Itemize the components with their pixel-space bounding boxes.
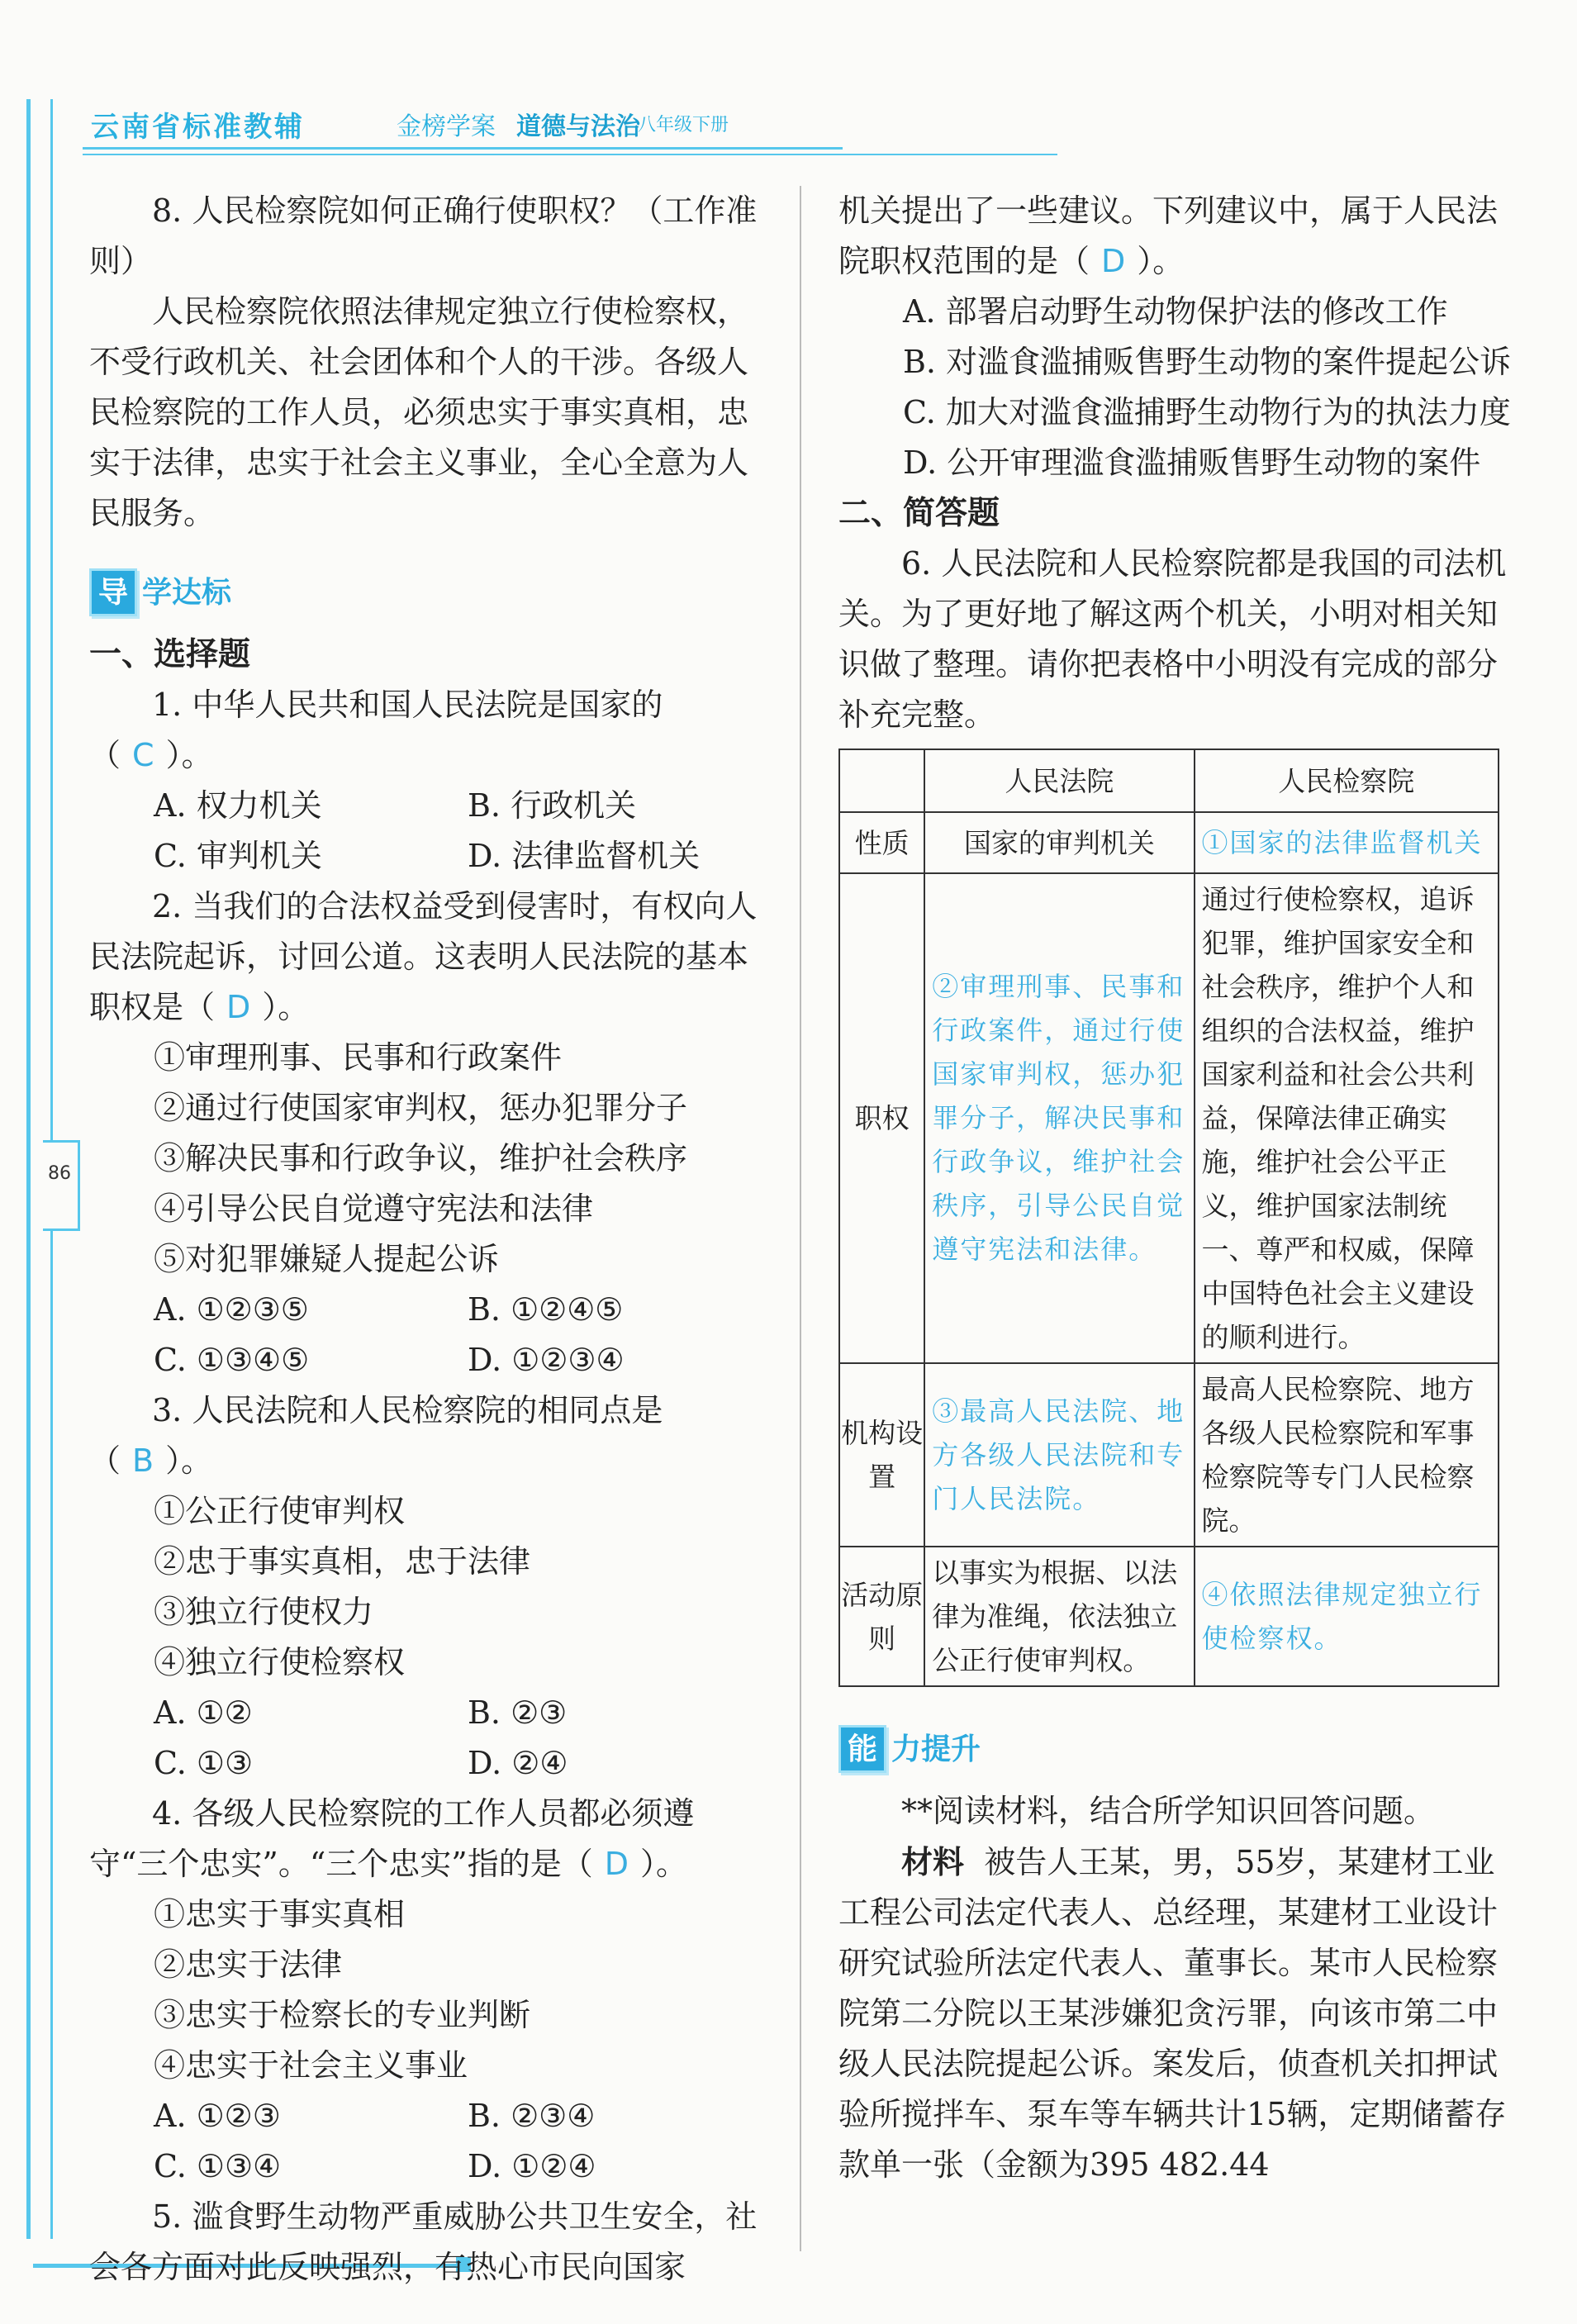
q4-options-cd: C. ①③④ D. ①②④	[154, 2148, 596, 2184]
section-header-nenglitisheng	[838, 1720, 1516, 1778]
q3-item: ③独立行使权力	[154, 1594, 374, 1630]
q4-answer: D	[604, 1846, 629, 1882]
q5-option-d: D. 公开审理滥食滥捕贩售野生动物的案件	[903, 444, 1481, 481]
q4-options-ab: A. ①②③ B. ②③④	[154, 2098, 596, 2134]
q4-item: ③忠实于检察长的专业判断	[154, 1997, 531, 2033]
row-label: 职权	[839, 873, 924, 1363]
q3-stem: 3. 人民法院和人民检察院的相同点是（ B ）。	[89, 1392, 663, 1479]
q2-item: ②通过行使国家审判权，惩办犯罪分子	[154, 1090, 688, 1126]
q3-answer: B	[132, 1442, 154, 1479]
q3-item: ④独立行使检察权	[154, 1644, 406, 1680]
table-header-row	[839, 749, 1499, 812]
grade-label: 八年级下册	[638, 115, 729, 135]
q5-answer: D	[1101, 243, 1126, 279]
q3-options-cd: C. ①③ D. ②④	[154, 1745, 568, 1781]
q8-title: 8. 人民检察院如何正确行使职权？（工作准则）	[89, 192, 758, 279]
q4-item: ④忠实于社会主义事业	[154, 2047, 468, 2084]
q5-option-b: B. 对滥食滥捕贩售野生动物的案件提起公诉	[903, 344, 1512, 380]
subject-title: 道德与法治	[516, 112, 640, 141]
q3-item: ①公正行使审判权	[154, 1493, 406, 1529]
q5-stem-cont: 机关提出了一些建议。下列建议中，属于人民法院职权范围的是（ D ）。	[838, 192, 1499, 279]
section-logo-icon: 能	[838, 1725, 886, 1773]
row-label: 活动原则	[839, 1547, 924, 1686]
q3-options-ab: A. ①② B. ②③	[154, 1694, 568, 1731]
section-header-daxuedabiao	[89, 563, 767, 621]
procuratorate-cell-answer: ①国家的法律监督机关	[1195, 812, 1499, 873]
section-logo-icon: 导	[89, 568, 137, 616]
comparison-table	[838, 749, 1499, 1687]
q4-stem: 4. 各级人民检察院的工作人员都必须遵守“三个忠实”。“三个忠实”指的是（ D ）。	[89, 1795, 695, 1882]
q2-options-ab: A. ①②③⑤ B. ①②④⑤	[154, 1291, 624, 1328]
q1-options-ab: A. 权力机关 B. 行政机关	[154, 787, 637, 824]
q1-stem: 1. 中华人民共和国人民法院是国家的（ C ）。	[89, 687, 663, 773]
q2-item: ①审理刑事、民事和行政案件	[154, 1039, 563, 1076]
section-title: 力提升	[891, 1732, 981, 1766]
court-cell: 国家的审判机关	[924, 812, 1194, 873]
q2-answer: D	[226, 989, 251, 1025]
procuratorate-cell-answer: ④依照法律规定独立行使检察权。	[1195, 1547, 1499, 1686]
table-header-cell	[839, 749, 924, 812]
table-row	[839, 1363, 1499, 1547]
court-cell-answer: ③最高人民法院、地方各级人民法院和专门人民法院。	[924, 1363, 1194, 1547]
q8-answer: 人民检察院依照法律规定独立行使检察权，不受行政机关、社会团体和个人的干涉。各级人民检察院的工作人员，必须忠实于事实真相，忠实于法律，忠实于社会主义事业，全心全意为人民服务。	[89, 293, 749, 531]
left-column	[89, 186, 767, 2293]
procuratorate-cell: 最高人民检察院、地方各级人民检察院和军事检察院等专门人民检察院。	[1195, 1363, 1499, 1547]
q2-item: ⑤对犯罪嫌疑人提起公诉	[154, 1241, 500, 1277]
q5-stem-start: 5. 滥食野生动物严重威胁公共卫生安全，社会各方面对此反映强烈，有热心市民向国家	[89, 2198, 758, 2285]
section-title: 学达标	[142, 575, 232, 610]
q6-stem: 6. 人民法院和人民检察院都是我国的司法机关。为了更好地了解这两个机关，小明对相关知识做了整理。请你把表格中小明没有完成的部分补充完整。	[838, 545, 1507, 733]
q5-option-a: A. 部署启动野生动物保护法的修改工作	[903, 293, 1448, 330]
column-divider	[800, 186, 801, 2251]
table-row	[839, 873, 1499, 1363]
table-header-cell: 人民检察院	[1195, 749, 1499, 812]
table-row	[839, 812, 1499, 873]
q2-item: ④引导公民自觉遵守宪法和法律	[154, 1191, 594, 1227]
reading-prompt: **阅读材料，结合所学知识回答问题。	[901, 1793, 1436, 1829]
q1-answer: C	[132, 737, 154, 773]
series-title: 金榜学案	[397, 112, 496, 141]
q2-item: ③解决民事和行政争议，维护社会秩序	[154, 1140, 688, 1176]
q2-options-cd: C. ①③④⑤ D. ①②③④	[154, 1342, 625, 1378]
table-header-cell: 人民法院	[924, 749, 1194, 812]
running-header	[83, 97, 1041, 149]
material-paragraph: 材料 被告人王某，男，55岁，某建材工业工程公司法定代表人、总经理，某建材工业设计研究试验所法定代表人、董事长。某市人民检察院第二分院以王某涉嫌犯贪污罪，向该市第二中级人民法院提起公诉。案发后，侦查机关扣押试验所搅拌车、泵车等车辆共计15辆，定期储蓄存款单一张（金额为395 482.44	[838, 1843, 1507, 2183]
court-cell-answer: ②审理刑事、民事和行政案件，通过行使国家审判权，惩办犯罪分子，解决民事和行政争议，维护社会秩序，引导公民自觉遵守宪法和法律。	[924, 873, 1194, 1363]
page-number-tab	[43, 1140, 80, 1231]
q4-item: ②忠实于法律	[154, 1946, 343, 1983]
part1-title: 一、选择题	[89, 636, 251, 673]
brand-title: 云南省标准教辅	[91, 111, 305, 144]
q1-options-cd: C. 审判机关 D. 法律监督机关	[154, 838, 701, 874]
table-row	[839, 1547, 1499, 1686]
q3-item: ②忠于事实真相，忠于法律	[154, 1543, 531, 1580]
header-rule	[83, 147, 843, 150]
material-label: 材料	[901, 1843, 965, 1880]
procuratorate-cell: 通过行使检察权，追诉犯罪，维护国家安全和社会秩序，维护个人和组织的合法权益，维护国家利益和社会公共利益，保障法律正确实施，维护社会公平正义，维护国家法制统一、尊严和权威，保障中国特色社会主义建设的顺利进行。	[1195, 873, 1499, 1363]
q5-option-c: C. 加大对滥食滥捕野生动物行为的执法力度	[903, 394, 1511, 430]
page-number: 86	[48, 1163, 71, 1184]
row-label: 机构设置	[839, 1363, 924, 1547]
row-label: 性质	[839, 812, 924, 873]
right-column	[838, 186, 1516, 2190]
q2-stem: 2. 当我们的合法权益受到侵害时，有权向人民法院起诉，讨回公道。这表明人民法院的基本职权是（ D ）。	[89, 888, 758, 1025]
part2-title: 二、简答题	[838, 495, 1000, 532]
q4-item: ①忠实于事实真相	[154, 1896, 406, 1932]
header-rule-thin	[83, 154, 1057, 155]
court-cell: 以事实为根据、以法律为准绳，依法独立公正行使审判权。	[924, 1547, 1194, 1686]
